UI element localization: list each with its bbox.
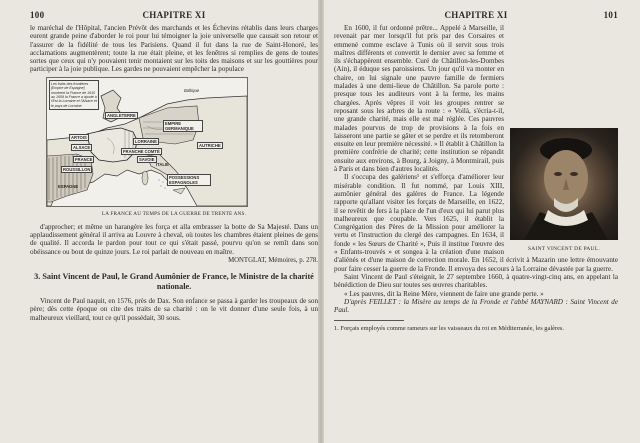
map-caption: LA FRANCE AU TEMPS DE LA GUERRE DE TRENTE ANS.: [101, 210, 247, 217]
map-label-lorraine: LORRAINE: [135, 138, 157, 144]
left-page-number: 100: [30, 10, 45, 20]
historical-map: [46, 77, 248, 207]
left-after-map-paragraph: d'approcher; et même un harangère les força et alla embrasser la botte de Sa Majesté. Dans un applaudissement général il arriva au Louvre à cheval, où toutes les chambres étaient pleines de gens de qualité. Il accorda le pardon pour tout ce qui s'était passé, pourvu qu'on se remît dans son obéissance ou bout de quinze jours. Le roi parlait de nouveau en maître.: [30, 222, 318, 256]
portrait-figure: [510, 128, 618, 254]
portrait-photo: [510, 128, 618, 240]
right-page-number: 101: [603, 10, 618, 20]
map-label-baltique: Baltique: [184, 87, 200, 93]
map-label-artois: ARTOIS: [71, 134, 87, 140]
left-section-paragraph: Vincent de Paul naquit, en 1576, près de Dax. Son enfance se passa à garder les troupeaux de son père; dès cette époque on cite des traits de sa charité : on le vit donner d'une seule fois, à un malheureux vieillard, tout ce qu'il possédait, 30 sous.: [30, 297, 318, 322]
map-label-possessions: POSSESSIONS ESPAGNOLES: [167, 174, 211, 186]
map-label-roussillon: ROUSSILLON: [63, 166, 91, 172]
right-page-header: [334, 10, 618, 24]
map-label-autriche: AUTRICHE: [199, 142, 221, 148]
map-label-france: FRANCE: [75, 156, 93, 162]
map-label-italie: ITALIE: [156, 161, 169, 167]
footnote-rule: [334, 320, 404, 321]
portrait-caption: SAINT VINCENT DE PAUL.: [528, 246, 600, 252]
map-label-savoie: SAVOIE: [139, 156, 155, 162]
left-page-header: [30, 10, 318, 24]
map-legend: Les traits des frontières [Empire de Espagne] montrent la France de 1610 au 1659 la France a ajouté à l'Est la Lorraine et l'Alsace et le pays de Lorraine: [49, 80, 99, 110]
map-label-angleterre: ANGLETERRE: [107, 112, 136, 118]
left-top-paragraph: le maréchal de l'Hôpital, l'ancien Prévôt des marchands et les Échevins rétablis dans leurs charges eurent grande peine d'aborder le roi pour lui témoigner la joie universelle que causait son retour et l'assurer de la fidélité de tous les Parisiens. Quand il fut dans la rue de Saint-Honoré, les acclamations augmentèrent; toute la rue était pleine, et les fenêtres si remplies de gens de toutes sortes que ceux qui n'y pouvaient tenir montaient sur les toits des maisons et sur les gouttières pour participer à la joie publique. Les gardes ne pouvaient empêcher la populace: [30, 24, 318, 74]
right-page: [334, 10, 618, 333]
map-label-franche-comte: FRANCHE COMTÉ: [123, 148, 160, 154]
map-label-espagne: ESPAGNE: [58, 183, 79, 189]
book-gutter: [318, 0, 324, 443]
map-label-empire: EMPIRE GERMANIQUE: [163, 120, 203, 132]
right-attribution: D'après FEILLET : la Misère au temps de la Fronde et l'abbé MAYNARD : Saint Vincent de Paul.: [334, 297, 618, 315]
left-source-citation: MONTGLAT, Mémoires, p. 278.: [228, 256, 318, 264]
right-footnote: 1. Forçats employés comme rameurs sur les vaisseaux du roi en Méditerranée, les galères.: [334, 325, 564, 333]
section-title: 3. Saint Vincent de Paul, le Grand Aumônier de France, le Ministre de la charité nationale.: [34, 271, 314, 291]
map-label-alsace: ALSACE: [73, 144, 91, 150]
right-paragraph-2: Il s'occupa des galériens¹ et s'efforça d'améliorer leur misérable condition. Il fut nommé, par Louis XIII, aumônier général des galères de France. La légende rapporte qu'allant visiter les forçats de Marseille, en 1622, il se revêtit de fers à la place de l'un d'eux qui lui parut plus malheureux que coupable. Vers 1625, il établit la Congrégation des Pères de la Mission pour améliorer la vertu et l'instruction du clergé des campagnes. En 1634, il fonde « les Sœurs de Charité », Puis il institue l'œuvre des « Enfants-trouvés » et songea à la création d'une maison d'aliénés et d'une maison de correction morale. En 1652, il écrivit à Mazarin une lettre émouvante pour faire cesser la guerre de la Fronde. Il envoya des secours à la Lorraine dévastée par la guerre.: [334, 173, 618, 273]
right-chapter-title: CHAPITRE XI: [444, 10, 508, 20]
right-quote: « Les pauvres, dit la Reine Mère, viennent de faire une grande perte. »: [344, 289, 544, 298]
right-paragraph-3: Saint Vincent de Paul s'éteignit, le 27 septembre 1660, à quatre-vingt-cinq ans, en appelant la bénédiction de Dieu sur toutes ses œuvres charitables.: [334, 272, 618, 290]
left-chapter-title: CHAPITRE XI: [142, 10, 206, 20]
right-paragraph-1: En 1600, il fut ordonné prêtre... Appelé à Marseille, il revenait par mer lorsqu'il fut pris par des Corsaires et emmené comme esclave à Tunis où il servit sous trois maîtres différents et convertit le dernier avec sa femme et ils s'échappèrent ensemble. Curé de Châtillon-les-Dombes (Ain), il éduque ses paroissiens. Un jour qu'il va monter en chaire, on lui signale une pauvre famille de fermiers malades à une demi-lieue de Châtillon. Sa parole porte : presque tous les auditeurs vont à la ferme, les mains chargées. Après vêpres il voit les groupes rentrer se reposant sous les arbres de la route : « Voilà, s'écria-t-il, une grande charité, mais elle est mal réglée. Ces pauvres malades pourvus de trop de provisions à la fois en laisseront une partie se gâter et se perdre et ils retomberont ensuite en leur première nécessité. » Il établit à Châtillon la première confrérie de charité; cette institution se répandit ensuite aux environs, à Bourg, à Joigny, à Montmirail, puis à Paris et dans bien d'autres localités.: [334, 24, 504, 174]
left-page: [30, 10, 318, 322]
